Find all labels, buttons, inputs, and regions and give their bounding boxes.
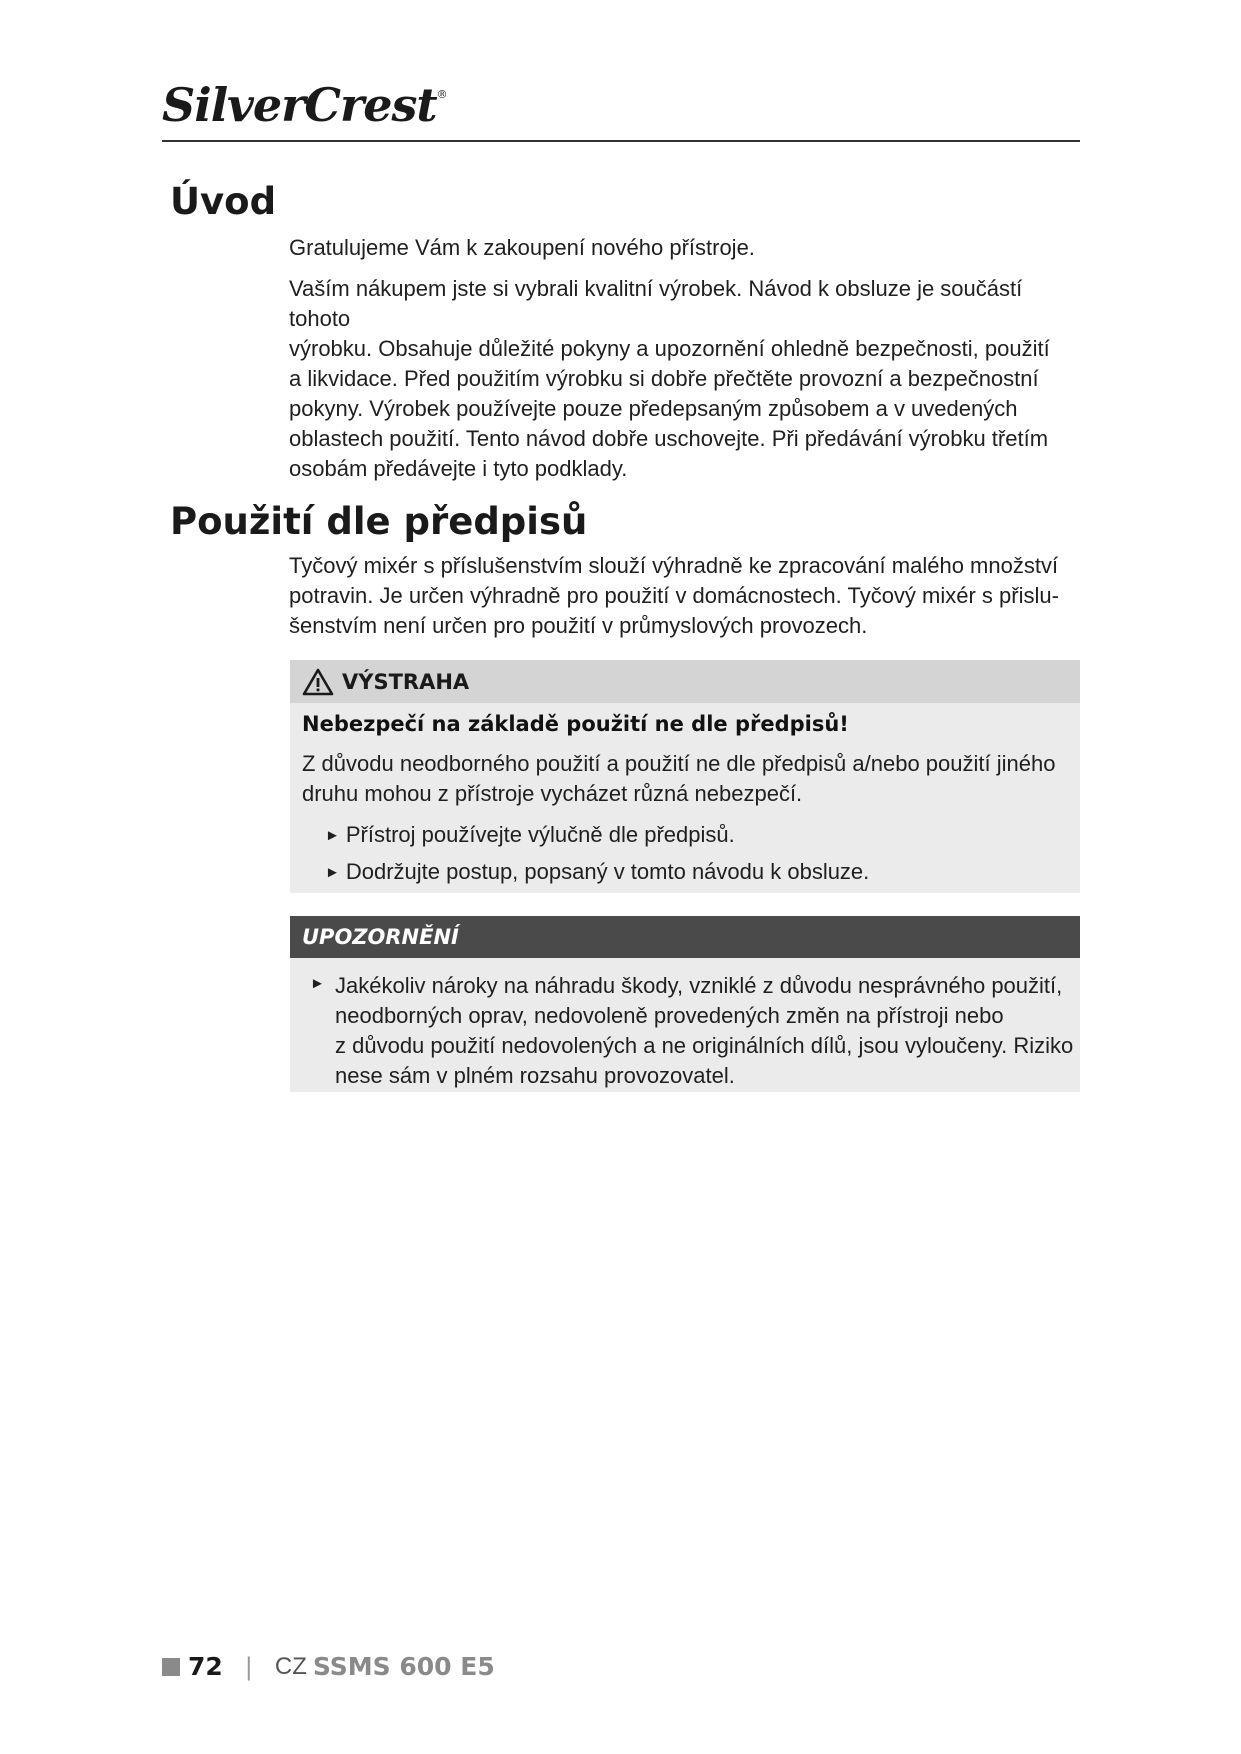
warning-bullet [325, 857, 869, 890]
footer-separator: | [244, 1652, 253, 1681]
warning-text: Z důvodu neodborného použití a použití ne dle předpisů a/nebo použití jiného druhu mohou z přístroje vycházet různá nebezpečí. [302, 751, 1056, 806]
warning-bullet-text: Dodržujte postup, popsaný v tomto návodu k obsluze. [345, 859, 870, 884]
warning-box [290, 660, 1080, 893]
note-bullet-text: Jakékoliv nároky na náhradu škody, vzniklé z důvodu nesprávného použití, neodborných oprav, nedovoleně provedených změn na přístroji nebo z důvodu použití nedovolených a ne originálních dílů, jsou vyloučeny. Riziko nese sám v plném rozsahu provozovatel. [335, 973, 1074, 1088]
warning-bullet [325, 820, 735, 853]
bullet-arrow-icon: ► [325, 864, 340, 881]
warning-bullet-text: Přístroj používejte výlučně dle předpisů. [345, 822, 735, 847]
uvod-paragraph-1: Gratulujeme Vám k zakoupení nového přístroje. [289, 235, 755, 260]
footer-model: SSMS 600 E5 [312, 1652, 495, 1681]
note-box [290, 916, 1080, 1092]
section-title-pouziti: Použití dle předpisů [170, 500, 588, 543]
warning-subtitle: Nebezpečí na základě použití ne dle předpisů! [302, 712, 849, 736]
page-footer [162, 1652, 495, 1681]
warning-title: VÝSTRAHA [342, 669, 470, 694]
registered-mark: ® [436, 88, 447, 101]
page-number: 72 [188, 1652, 223, 1681]
note-bullet [310, 971, 1075, 1091]
header-divider [162, 140, 1080, 142]
pouziti-paragraph: Tyčový mixér s příslušenstvím slouží výhradně ke zpracování malého množství potravin. Je určen výhradně pro použití v domácnostech. Tyčový mixér s přislu- šenstvím není určen pro použití v průmyslových provozech. [289, 553, 1059, 638]
section-title-uvod: Úvod [170, 180, 277, 223]
uvod-paragraph-2: Vaším nákupem jste si vybrali kvalitní výrobek. Návod k obsluze je součástí tohoto výrobku. Obsahuje důležité pokyny a upozornění ohledně bezpečnosti, použití a likvidace. Před použitím výrobku si dobře přečtěte provozní a bezpečnostní pokyny. Výrobek používejte pouze předepsaným způsobem a v uvedených oblastech použití. Tento návod dobře uschovejte. Při předávání výrobku třetím osobám předávejte i tyto podklady. [289, 276, 1050, 481]
note-header [290, 916, 1080, 958]
note-title: UPOZORNĚNÍ [302, 925, 459, 949]
bullet-arrow-icon: ► [325, 827, 340, 844]
warning-triangle-icon [302, 668, 334, 696]
footer-square-icon [162, 1658, 180, 1676]
warning-header [290, 660, 1080, 703]
footer-language: CZ [274, 1652, 307, 1680]
brand-logo-text: SilverCrest [162, 78, 437, 132]
brand-logo [162, 78, 447, 132]
bullet-arrow-icon: ► [310, 975, 325, 992]
